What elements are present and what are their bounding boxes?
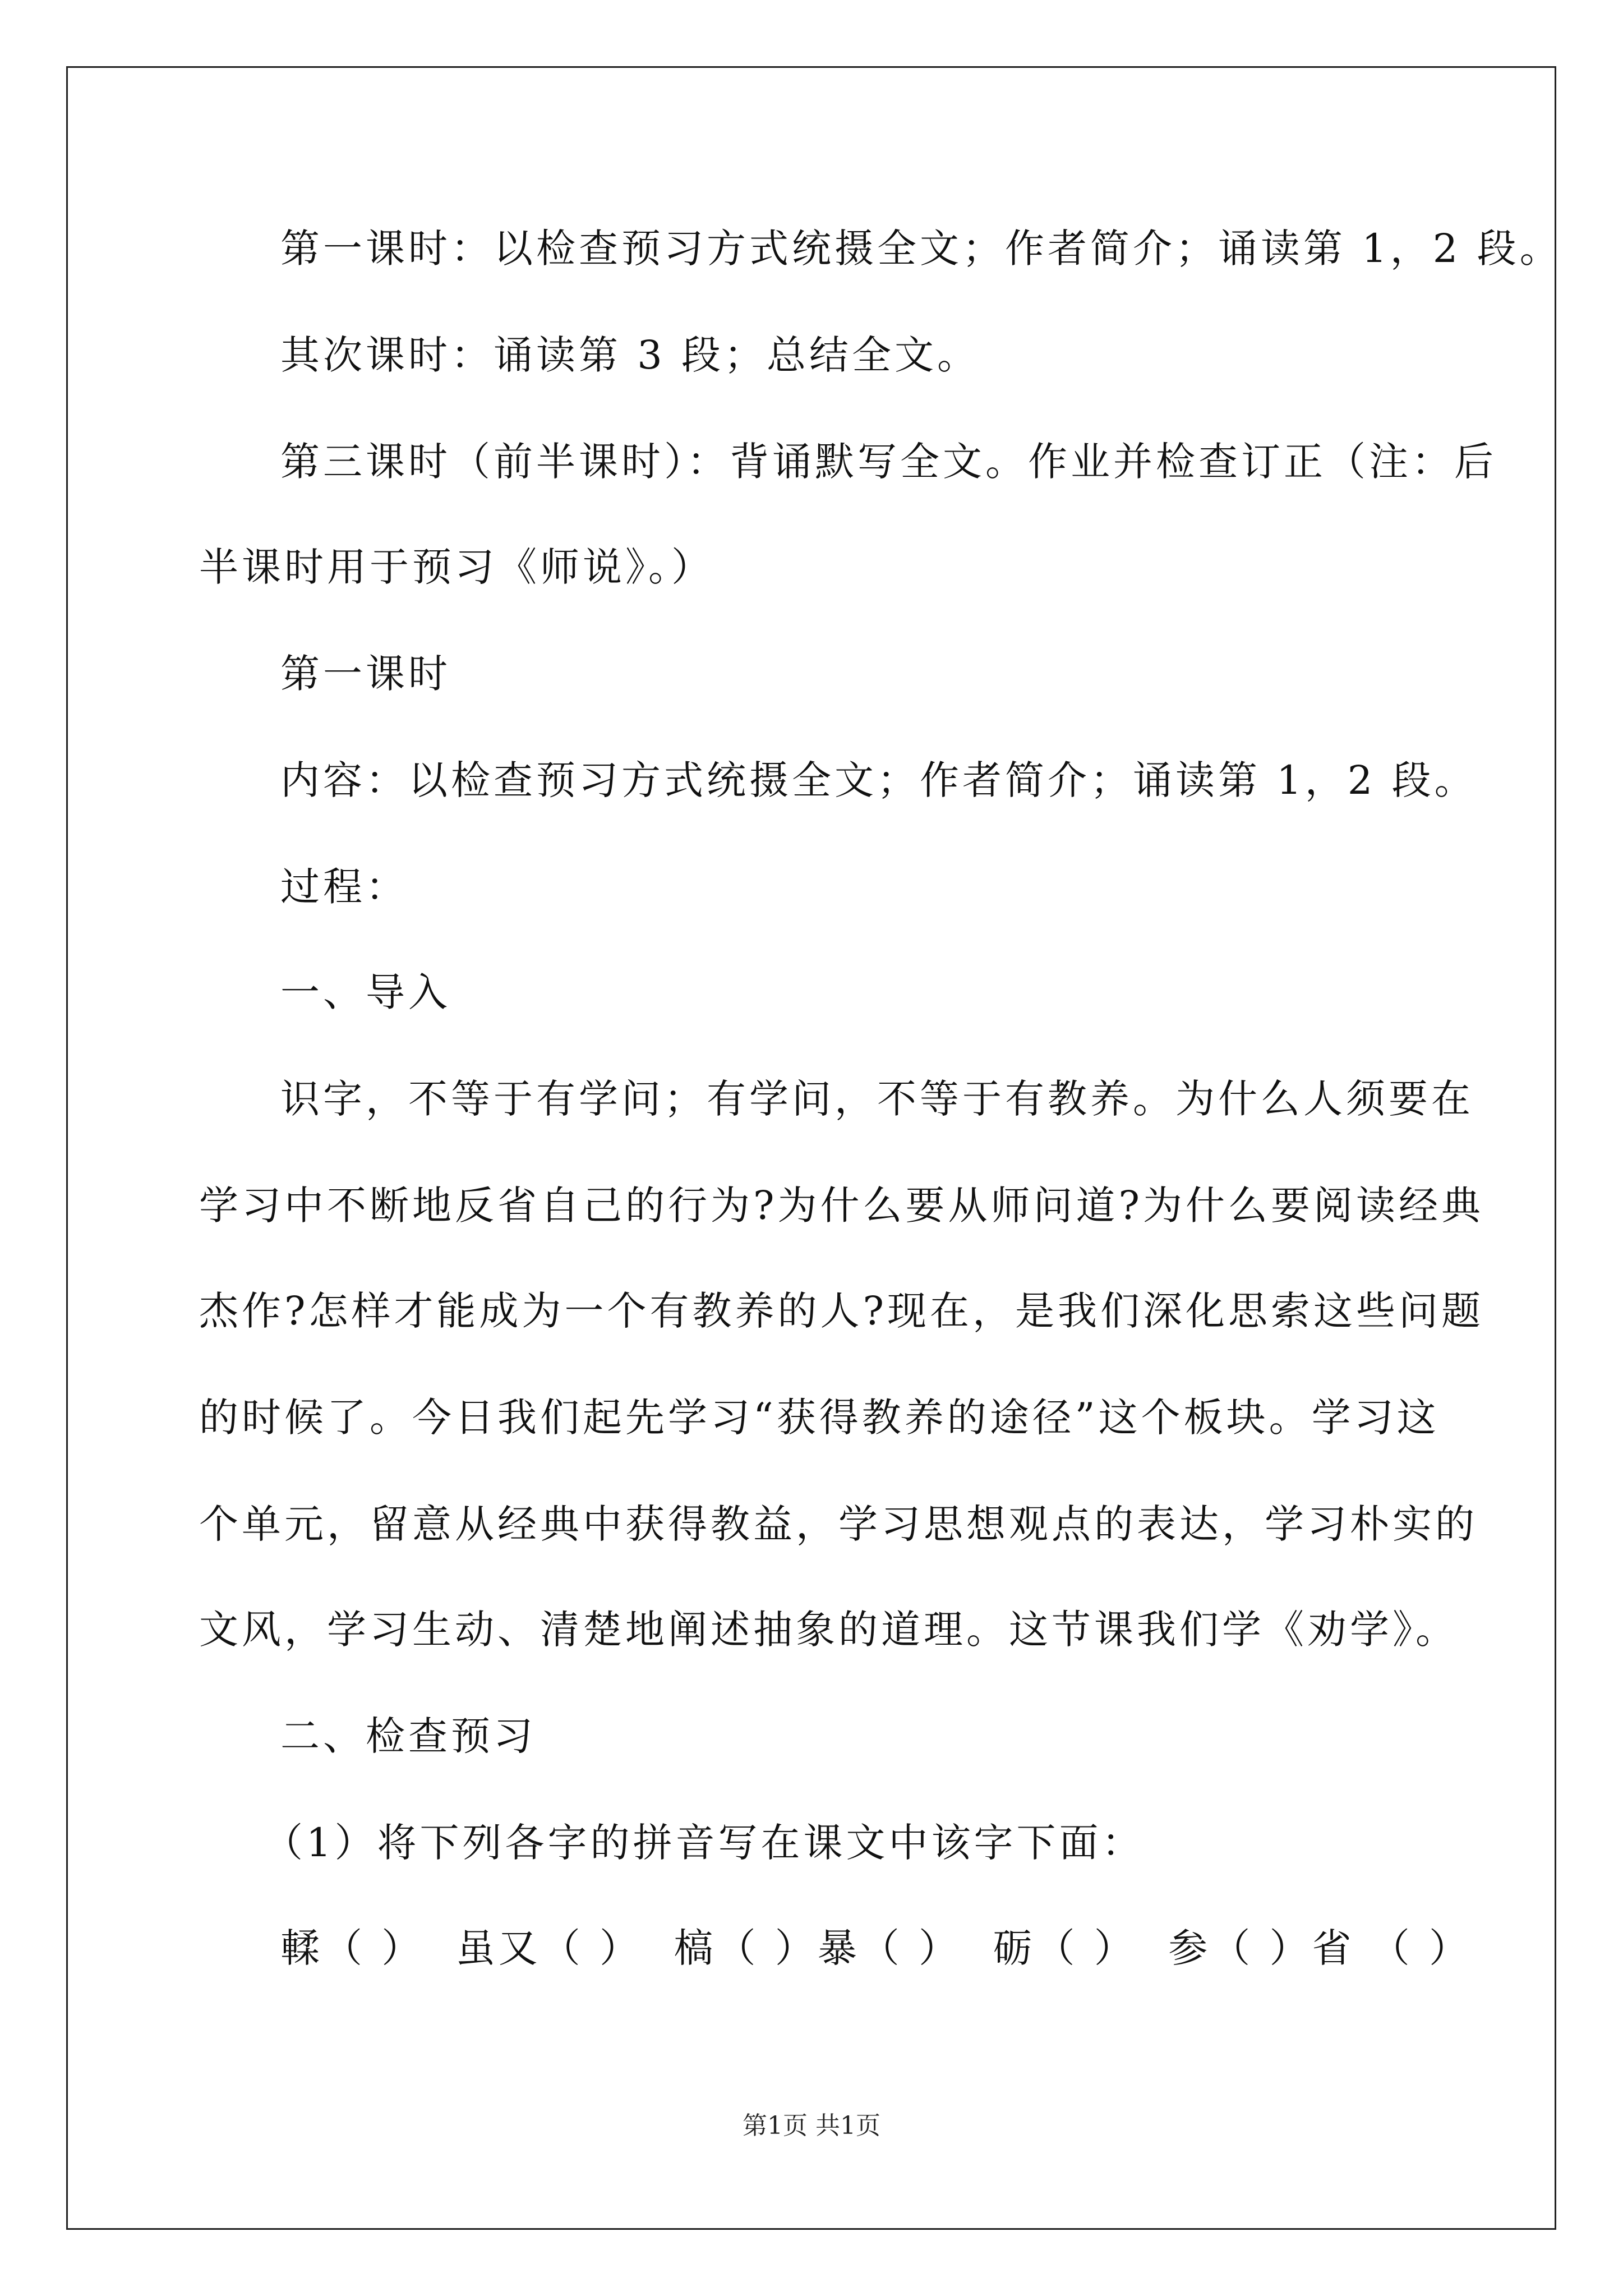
paragraph-line: 学习中不断地反省自己的行为?为什么要从师问道?为什么要阅读经典 bbox=[199, 1182, 1484, 1228]
paragraph-line: 半课时用于预习《师说》。） bbox=[199, 544, 714, 590]
paragraph-line: 杰作?怎样才能成为一个有教养的人?现在，是我们深化思索这些问题 bbox=[199, 1288, 1484, 1334]
section-heading: 二、检查预习 bbox=[280, 1713, 536, 1759]
paragraph-line: 内容：以检查预习方式统摄全文；作者简介；诵读第 1，2 段。 bbox=[280, 757, 1477, 803]
paragraph-line: 过程： bbox=[280, 864, 408, 910]
paragraph-line: （1）将下列各字的拼音写在课文中该字下面： bbox=[264, 1820, 1145, 1866]
paragraph-line: 文风，学习生动、清楚地阐述抽象的道理。这节课我们学《劝学》。 bbox=[199, 1607, 1458, 1653]
paragraph-line: 个单元，留意从经典中获得教益，学习思想观点的表达，学习朴实的 bbox=[199, 1501, 1478, 1547]
section-heading: 一、导入 bbox=[280, 969, 451, 1015]
paragraph-line: 第三课时（前半课时）：背诵默写全文。作业并检查订正（注：后 bbox=[280, 439, 1497, 485]
paragraph-line: 輮（ ） 虽又（ ） 槁（ ）暴（ ） 砺（ ） 参（ ）省 （ ） bbox=[280, 1925, 1472, 1971]
page-footer: 第1页 共1页 bbox=[743, 2111, 880, 2140]
section-heading: 第一课时 bbox=[280, 651, 451, 697]
paragraph-line: 的时候了。今日我们起先学习“获得教养的途径”这个板块。学习这 bbox=[199, 1395, 1440, 1441]
paragraph-line: 其次课时：诵读第 3 段；总结全文。 bbox=[280, 332, 980, 378]
paragraph-line: 第一课时：以检查预习方式统摄全文；作者简介；诵读第 1，2 段。 bbox=[280, 226, 1562, 272]
paragraph-line: 识字，不等于有学问；有学问，不等于有教养。为什么人须要在 bbox=[280, 1076, 1474, 1122]
